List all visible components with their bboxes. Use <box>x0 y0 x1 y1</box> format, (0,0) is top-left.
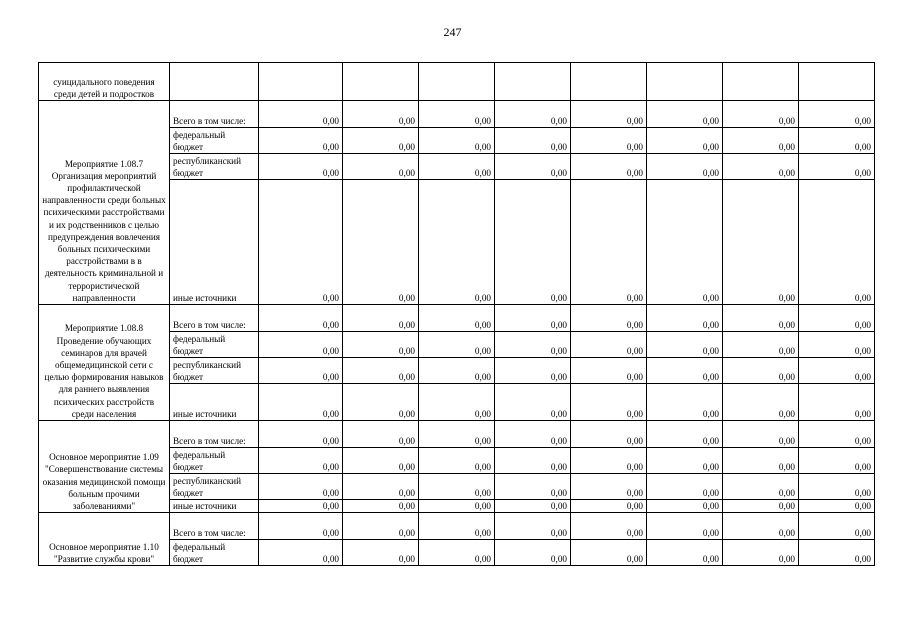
amount-cell: 0,00 <box>495 421 571 448</box>
funding-source-cell: Всего в том числе: <box>170 421 259 448</box>
amount-cell: 0,00 <box>343 540 419 566</box>
amount-cell: 0,00 <box>723 421 799 448</box>
activity-description-cell: Мероприятие 1.08.8 Проведение обучающих семинаров для врачей общемедицинской сети с целью формирования навыков для раннего выявления психических расстройств среди населения <box>39 305 170 421</box>
amount-cell: 0,00 <box>495 305 571 332</box>
amount-cell <box>723 63 799 101</box>
amount-cell: 0,00 <box>343 305 419 332</box>
amount-cell: 0,00 <box>571 384 647 421</box>
amount-cell: 0,00 <box>419 101 495 128</box>
amount-cell: 0,00 <box>495 448 571 474</box>
amount-cell: 0,00 <box>723 474 799 500</box>
amount-cell: 0,00 <box>343 384 419 421</box>
amount-cell: 0,00 <box>799 513 875 540</box>
amount-cell: 0,00 <box>647 448 723 474</box>
funding-source-cell: иные источники <box>170 500 259 513</box>
amount-cell: 0,00 <box>647 421 723 448</box>
amount-cell: 0,00 <box>419 332 495 358</box>
amount-cell: 0,00 <box>419 358 495 384</box>
funding-source-cell: республиканский бюджет <box>170 154 259 180</box>
amount-cell <box>343 63 419 101</box>
funding-source-cell: федеральный бюджет <box>170 448 259 474</box>
amount-cell: 0,00 <box>571 358 647 384</box>
amount-cell: 0,00 <box>259 128 343 154</box>
funding-source-cell: Всего в том числе: <box>170 305 259 332</box>
amount-cell <box>419 63 495 101</box>
amount-cell: 0,00 <box>799 540 875 566</box>
financing-table <box>38 62 875 566</box>
amount-cell: 0,00 <box>343 421 419 448</box>
amount-cell: 0,00 <box>723 540 799 566</box>
amount-cell: 0,00 <box>419 540 495 566</box>
amount-cell: 0,00 <box>571 305 647 332</box>
funding-source-cell: федеральный бюджет <box>170 332 259 358</box>
amount-cell: 0,00 <box>799 128 875 154</box>
amount-cell: 0,00 <box>259 332 343 358</box>
amount-cell: 0,00 <box>799 384 875 421</box>
amount-cell: 0,00 <box>419 500 495 513</box>
amount-cell: 0,00 <box>723 358 799 384</box>
amount-cell: 0,00 <box>495 332 571 358</box>
amount-cell: 0,00 <box>495 128 571 154</box>
activity-description-cell: Основное мероприятие 1.10 "Развитие службы крови" <box>39 513 170 566</box>
amount-cell: 0,00 <box>419 448 495 474</box>
amount-cell: 0,00 <box>495 101 571 128</box>
amount-cell: 0,00 <box>259 384 343 421</box>
amount-cell: 0,00 <box>723 513 799 540</box>
amount-cell: 0,00 <box>343 101 419 128</box>
funding-source-cell: республиканский бюджет <box>170 358 259 384</box>
amount-cell <box>571 63 647 101</box>
amount-cell: 0,00 <box>259 500 343 513</box>
amount-cell: 0,00 <box>723 500 799 513</box>
amount-cell: 0,00 <box>647 540 723 566</box>
table-row <box>39 63 875 101</box>
activity-description-cell: Основное мероприятие 1.09 "Совершенствование системы оказания медицинской помощи больным прочими заболеваниями" <box>39 421 170 513</box>
funding-source-cell: республиканский бюджет <box>170 474 259 500</box>
amount-cell: 0,00 <box>647 180 723 305</box>
amount-cell: 0,00 <box>419 180 495 305</box>
amount-cell: 0,00 <box>495 513 571 540</box>
amount-cell: 0,00 <box>647 513 723 540</box>
amount-cell: 0,00 <box>723 154 799 180</box>
amount-cell: 0,00 <box>419 513 495 540</box>
amount-cell: 0,00 <box>571 448 647 474</box>
amount-cell: 0,00 <box>799 500 875 513</box>
amount-cell: 0,00 <box>343 448 419 474</box>
table-body <box>39 63 875 566</box>
amount-cell: 0,00 <box>259 448 343 474</box>
amount-cell: 0,00 <box>723 448 799 474</box>
amount-cell: 0,00 <box>723 332 799 358</box>
amount-cell: 0,00 <box>571 513 647 540</box>
amount-cell: 0,00 <box>571 154 647 180</box>
amount-cell: 0,00 <box>723 305 799 332</box>
amount-cell: 0,00 <box>419 421 495 448</box>
amount-cell: 0,00 <box>419 128 495 154</box>
amount-cell: 0,00 <box>647 154 723 180</box>
amount-cell: 0,00 <box>343 474 419 500</box>
amount-cell: 0,00 <box>571 540 647 566</box>
amount-cell: 0,00 <box>799 101 875 128</box>
activity-description-cell: Мероприятие 1.08.7 Организация мероприятий профилактической направленности среди больных психическими расстройствами и их родственников с целью предупреждения вовлечения больных психическими расстройствами в в деятельность криминальной и террористической направленности <box>39 101 170 305</box>
amount-cell: 0,00 <box>799 421 875 448</box>
amount-cell: 0,00 <box>647 332 723 358</box>
amount-cell: 0,00 <box>799 474 875 500</box>
amount-cell: 0,00 <box>343 358 419 384</box>
funding-source-cell: Всего в том числе: <box>170 513 259 540</box>
amount-cell: 0,00 <box>723 128 799 154</box>
amount-cell: 0,00 <box>647 500 723 513</box>
amount-cell <box>495 63 571 101</box>
amount-cell <box>259 63 343 101</box>
amount-cell: 0,00 <box>571 101 647 128</box>
amount-cell: 0,00 <box>495 358 571 384</box>
amount-cell: 0,00 <box>259 540 343 566</box>
amount-cell: 0,00 <box>259 101 343 128</box>
amount-cell: 0,00 <box>419 154 495 180</box>
amount-cell: 0,00 <box>259 513 343 540</box>
amount-cell: 0,00 <box>495 540 571 566</box>
amount-cell: 0,00 <box>259 358 343 384</box>
amount-cell: 0,00 <box>343 180 419 305</box>
amount-cell: 0,00 <box>343 500 419 513</box>
amount-cell: 0,00 <box>571 332 647 358</box>
amount-cell: 0,00 <box>343 154 419 180</box>
amount-cell: 0,00 <box>259 421 343 448</box>
amount-cell: 0,00 <box>343 332 419 358</box>
table-row <box>39 513 875 540</box>
amount-cell: 0,00 <box>647 101 723 128</box>
amount-cell: 0,00 <box>647 474 723 500</box>
amount-cell: 0,00 <box>495 500 571 513</box>
amount-cell: 0,00 <box>259 180 343 305</box>
amount-cell <box>647 63 723 101</box>
amount-cell: 0,00 <box>647 384 723 421</box>
amount-cell: 0,00 <box>723 384 799 421</box>
amount-cell: 0,00 <box>495 154 571 180</box>
amount-cell: 0,00 <box>723 101 799 128</box>
amount-cell: 0,00 <box>259 474 343 500</box>
amount-cell: 0,00 <box>343 513 419 540</box>
amount-cell: 0,00 <box>419 384 495 421</box>
amount-cell: 0,00 <box>571 180 647 305</box>
amount-cell: 0,00 <box>799 305 875 332</box>
amount-cell: 0,00 <box>495 180 571 305</box>
table-row <box>39 101 875 128</box>
activity-description-cell: суицидального поведения среди детей и подростков <box>39 63 170 101</box>
funding-source-cell <box>170 63 259 101</box>
funding-source-cell: федеральный бюджет <box>170 128 259 154</box>
amount-cell: 0,00 <box>799 180 875 305</box>
funding-source-cell: Всего в том числе: <box>170 101 259 128</box>
amount-cell: 0,00 <box>495 474 571 500</box>
amount-cell: 0,00 <box>495 384 571 421</box>
table-row <box>39 305 875 332</box>
amount-cell: 0,00 <box>571 500 647 513</box>
amount-cell: 0,00 <box>259 305 343 332</box>
amount-cell: 0,00 <box>799 332 875 358</box>
amount-cell: 0,00 <box>647 305 723 332</box>
amount-cell <box>799 63 875 101</box>
amount-cell: 0,00 <box>799 154 875 180</box>
amount-cell: 0,00 <box>343 128 419 154</box>
amount-cell: 0,00 <box>571 128 647 154</box>
table-row <box>39 421 875 448</box>
amount-cell: 0,00 <box>647 128 723 154</box>
amount-cell: 0,00 <box>799 448 875 474</box>
amount-cell: 0,00 <box>571 421 647 448</box>
funding-source-cell: иные источники <box>170 384 259 421</box>
amount-cell: 0,00 <box>419 474 495 500</box>
amount-cell: 0,00 <box>571 474 647 500</box>
funding-source-cell: иные источники <box>170 180 259 305</box>
amount-cell: 0,00 <box>419 305 495 332</box>
amount-cell: 0,00 <box>259 154 343 180</box>
amount-cell: 0,00 <box>799 358 875 384</box>
page-number: 247 <box>443 25 462 39</box>
amount-cell: 0,00 <box>723 180 799 305</box>
funding-source-cell: федеральный бюджет <box>170 540 259 566</box>
amount-cell: 0,00 <box>647 358 723 384</box>
